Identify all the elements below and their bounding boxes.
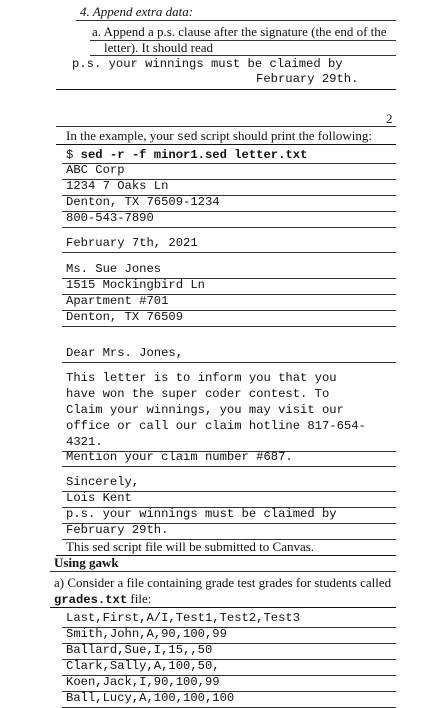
instruction-line: letter). It should read <box>104 40 214 55</box>
rule <box>76 20 396 21</box>
output-line: Dear Mrs. Jones, <box>66 346 184 360</box>
output-line: Ms. Sue Jones <box>66 262 162 276</box>
command-text: sed -r -f minor1.sed letter.txt <box>80 148 308 162</box>
output-line: February 7th, 2021 <box>66 236 198 250</box>
example-intro <box>66 128 372 145</box>
output-line: p.s. your winnings must be claimed by <box>66 507 337 521</box>
rule <box>62 227 396 228</box>
intro-text: In the example, your <box>66 128 177 143</box>
rule <box>62 326 396 327</box>
file-line: Koen,Jack,I,90,100,99 <box>66 675 220 689</box>
gawk-heading: Using gawk <box>54 555 119 570</box>
output-line: This letter is to inform you that you <box>66 371 337 385</box>
output-line: 4321. <box>66 435 103 449</box>
instruction-text: file: <box>127 591 152 606</box>
output-line: Lois Kent <box>66 491 132 505</box>
rule <box>62 466 396 467</box>
rule <box>56 144 396 145</box>
file-line: Ball,Lucy,A,100,100,100 <box>66 691 235 705</box>
output-line: 1234 7 Oaks Ln <box>66 179 169 193</box>
inline-code: sed <box>176 131 198 144</box>
output-line: Denton, TX 76509 <box>66 310 184 324</box>
rule <box>50 607 396 608</box>
output-line: have won the super coder contest. To <box>66 387 330 401</box>
instruction-line: a. Append a p.s. clause after the signature (the end of the <box>92 24 387 39</box>
ps-code-line: p.s. your winnings must be claimed by <box>72 57 343 71</box>
rule <box>62 252 396 253</box>
file-line: Clark,Sally,A,100,50, <box>66 659 220 673</box>
gawk-instruction <box>54 591 151 608</box>
submit-note: This sed script file will be submitted to Canvas. <box>66 539 315 554</box>
page-number: 2 <box>386 111 393 126</box>
rule <box>56 89 396 90</box>
output-line: Apartment #701 <box>66 294 169 308</box>
rule <box>90 55 396 56</box>
shell-command <box>66 148 307 163</box>
rule <box>62 362 396 363</box>
section-heading: 4. Append extra data: <box>80 4 194 19</box>
output-line: February 29th. <box>66 523 169 537</box>
rule <box>50 571 396 572</box>
file-line: Smith,John,A,90,100,99 <box>66 627 227 641</box>
gawk-instruction: a) Consider a file containing grade test grades for students called <box>54 575 392 590</box>
file-line: Last,First,A/I,Test1,Test2,Test3 <box>66 611 301 625</box>
output-line: office or call our claim hotline 817-654- <box>66 419 366 433</box>
output-line: Sincerely, <box>66 475 140 489</box>
output-line: Mention your claim number #687. <box>66 450 293 464</box>
ps-code-line: February 29th. <box>256 72 359 86</box>
output-line: 1515 Mockingbird Ln <box>66 278 205 292</box>
shell-prompt: $ <box>66 148 74 162</box>
rule <box>56 126 396 127</box>
output-line: Claim your winnings, you may visit our <box>66 403 344 417</box>
output-line: 800-543-7890 <box>66 211 154 225</box>
file-name: grades.txt <box>54 593 128 607</box>
output-line: ABC Corp <box>66 163 125 177</box>
file-line: Ballard,Sue,I,15,,50 <box>66 643 213 657</box>
output-line: Denton, TX 76509-1234 <box>66 195 220 209</box>
intro-text: script should print the following: <box>197 128 372 143</box>
